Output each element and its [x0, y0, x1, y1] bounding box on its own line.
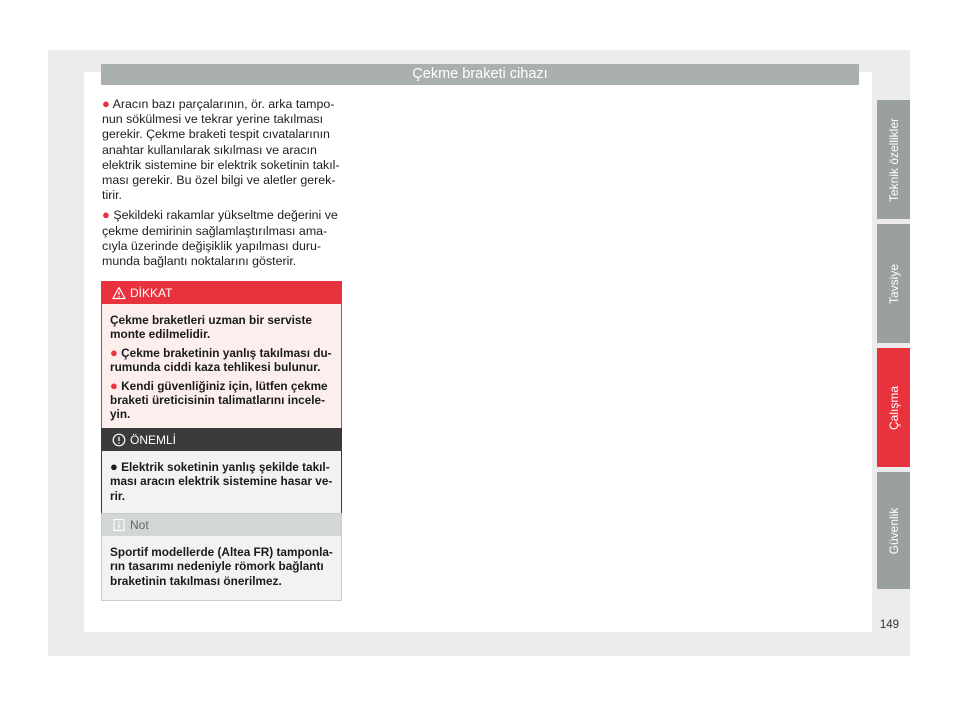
warning-label: DİKKAT: [130, 286, 173, 300]
notice-body: [102, 451, 341, 515]
note-header: [102, 514, 341, 536]
tab-tavsiye[interactable]: Tavsiye: [877, 224, 910, 343]
bullet-icon: ●: [110, 344, 118, 360]
warning-body: [102, 304, 341, 434]
page-title: Çekme braketi cihazı: [101, 64, 859, 85]
warning-item: ● Çekme braketinin yanlış takılması du-rumunda ciddi kaza tehlikesi bulunur.: [110, 344, 332, 375]
info-document-icon: [112, 518, 126, 532]
note-label: Not: [130, 518, 149, 532]
notice-box: [101, 428, 342, 516]
notice-label: ÖNEMLİ: [130, 433, 177, 447]
intro-text: [102, 96, 342, 273]
warning-header: [102, 282, 341, 304]
notice-header: [102, 429, 341, 451]
note-text: Sportif modellerde (Altea FR) tamponla-rın tasarımı nedeniyle römork bağlantı braketinin takılması önerilmez.: [110, 545, 333, 588]
notice-item: ● Elektrik soketinin yanlış şekilde takıl-ması aracın elektrik sistemine hasar ve-rir.: [110, 459, 333, 503]
exclamation-circle-icon: [112, 433, 126, 447]
bullet-icon: ●: [110, 377, 118, 393]
intro-item: ● Şekildeki rakamlar yükseltme değerini ve çekme demirinin sağlamlaştırılması ama-cıyla üzerinde değişiklik yapılması duru-munda bağlantı noktalarını gösterir.: [102, 207, 338, 269]
warning-item: ● Kendi güvenliğiniz için, lütfen çekme braketi üreticisinin talimatlarını incele-yin.: [110, 377, 328, 422]
bullet-icon: ●: [102, 207, 110, 223]
note-box: [101, 513, 342, 601]
warning-lead: Çekme braketleri uzman bir serviste monte edilmelidir.: [110, 313, 312, 342]
tab-teknik-ozellikler[interactable]: Teknik özellikler: [877, 100, 910, 219]
tab-calisma[interactable]: Çalışma: [877, 348, 910, 467]
tab-guvenlik[interactable]: Güvenlik: [877, 472, 910, 589]
intro-item: ● Aracın bazı parçalarının, ör. arka tampo-nun sökülmesi ve tekrar yerine takılması gerekir. Çekme braketi tespit cıvatalarının anahtar kullanılarak sıkılması ve aracın elektrik sistemine bir elektrik soketinin takıl-ması gerekir. Bu özel bilgi ve aletler gerek-tirir.: [102, 96, 340, 203]
warning-triangle-icon: [112, 286, 126, 300]
warning-box: [101, 281, 342, 435]
bullet-icon: ●: [102, 96, 110, 111]
page-number: 149: [879, 619, 899, 631]
bullet-icon: ●: [110, 459, 118, 474]
note-body: [102, 536, 341, 600]
